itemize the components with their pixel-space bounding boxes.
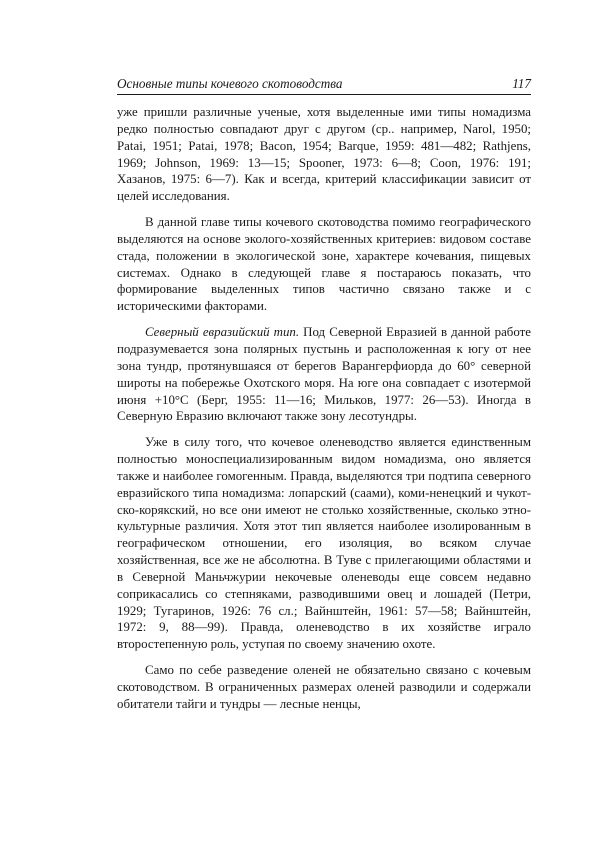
paragraph-text: Само по себе разведение оленей не обязательно связано с кочевым скотоводством. В ограниченных размерах оленей разводили и содержали обитатели тайги и тундры — лесные ненцы, <box>117 663 531 711</box>
paragraph-text: уже пришли различные ученые, хотя выделенные ими типы номадизма редко полностью совпадают друг с другом (ср.. например, Narol, 1950; Patai, 1951; Patai, 1978; Bacon, 1954; Barque, 1959: 481—482; Rathjens, 1969; Johnson, 1969: 13—15; Spooner, 1973: 6—8; Coon, 1976: 191; Хазанов, 1975: 6—7). Как и всегда, критерий классификации зависит от целей исследования. <box>117 105 531 204</box>
running-header <box>117 76 531 95</box>
running-title: Основные типы кочевого скотоводства <box>117 76 343 91</box>
paragraph-5 <box>117 662 531 713</box>
page <box>117 76 531 713</box>
paragraph-text: Под Северной Евразией в данной работе подразумевается зона полярных пустынь и расположенная к югу от нее зона тундр, протянувшаяся от берегов Варангерфиорда до 60° северной широты на побережье Охотского моря. На юге она совпадает с изотермой июня +10°С (Берг, 1955: 11—16; Мильков, 1977: 26—53). Иногда в Северную Евразию включают также зону лесотундры. <box>117 325 531 424</box>
section-lead-italic: Северный евразийский тип. <box>145 325 300 340</box>
paragraph-1 <box>117 104 531 205</box>
paragraph-3 <box>117 324 531 425</box>
paragraph-4 <box>117 434 531 653</box>
body-text <box>117 104 531 713</box>
paragraph-text: Уже в силу того, что кочевое оленеводство является единственным полностью моноспециализированным видом номадизма, оно является также и наиболее гомогенным. Правда, выделяются три подтипа северного евразийского типа номадизма: лопарский (саами), коми-ненецкий и чукотско-корякский, но все они имеют не столько хозяйственные, сколько этнокультурные различия. Хотя этот тип является наиболее изолированным в географическом отношении, его изоляция, во всяком случае хозяйственная, все же не абсолютна. В Туве с прилегающими областями и в Северной Маньчжурии некочевые оленеводы еще совсем недавно соприкасались со степняками, разводившими овец и лошадей (Петри, 1929; Тугаринов, 1926: 76 сл.; Вайнштейн, 1961: 57—58; Вайнштейн, 1972: 9, 88—99). Правда, оленеводство в их хозяйстве играло второстепенную роль, уступая по своему значению охоте. <box>117 435 531 652</box>
paragraph-2 <box>117 214 531 315</box>
paragraph-text: В данной главе типы кочевого скотоводства помимо географического выделяются на основе эколого-хозяйственных критериев: видовом составе стада, положении в экологической зоне, характере кочевания, пищевых системах. Однако в следующей главе я постараюсь показать, что формирование выделенных типов частично связано также и с историческими факторами. <box>117 215 531 314</box>
page-number: 117 <box>512 76 531 91</box>
